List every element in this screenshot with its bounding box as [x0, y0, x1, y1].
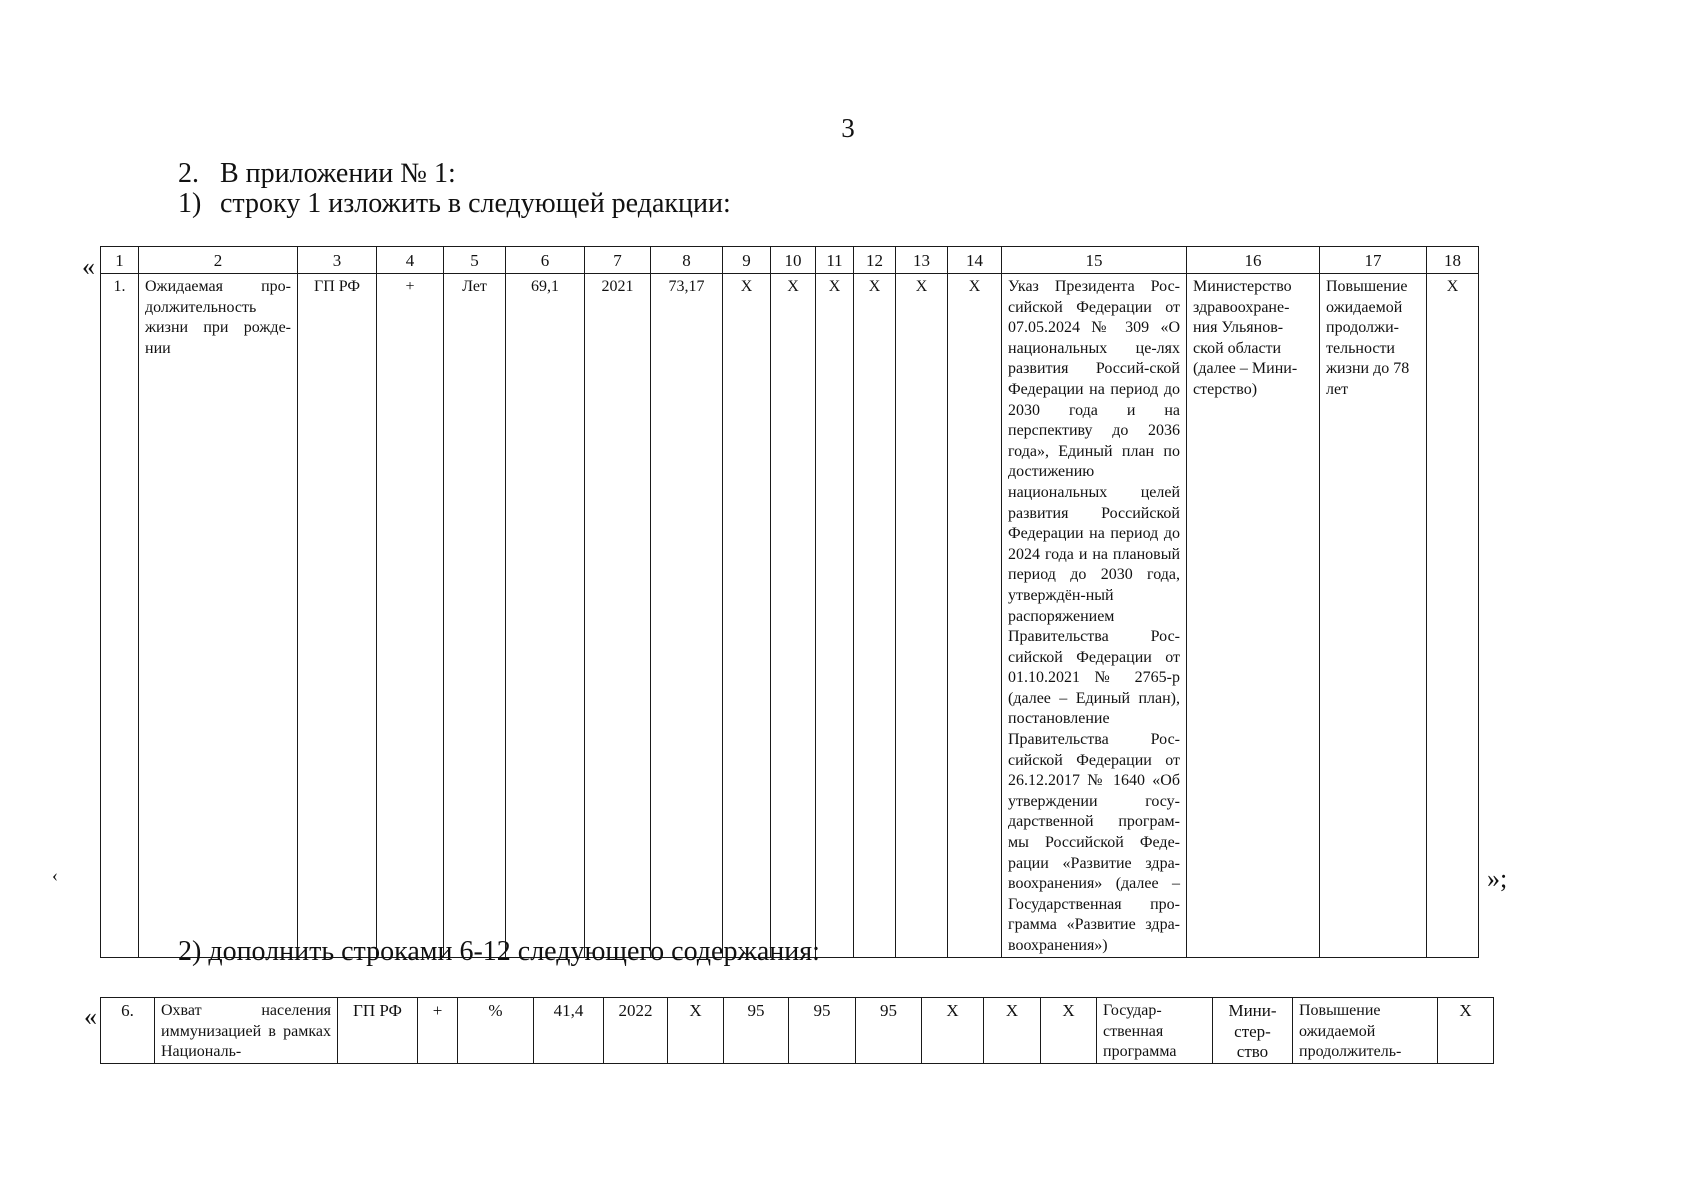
column-number: 8 — [651, 247, 723, 274]
section-line-2 — [178, 188, 731, 220]
stray-mark: ‹ — [52, 865, 58, 885]
value-cell: Х — [1041, 998, 1097, 1064]
indicator-name-cell: Ожидаемая про-должительность жизни при рожде-нии — [139, 274, 298, 958]
subtitle: 2) дополнить строками 6-12 следующего содержания: — [178, 936, 820, 967]
section-line-1-number: 2. — [178, 158, 199, 189]
column-number: 6 — [506, 247, 585, 274]
column-number: 7 — [585, 247, 651, 274]
column-number: 15 — [1002, 247, 1187, 274]
responsible-body-cell: Мини-стер-ство — [1213, 998, 1293, 1064]
column-number: 1 — [101, 247, 139, 274]
value-cell: Х — [1427, 274, 1479, 958]
column-number: 13 — [896, 247, 948, 274]
value-cell: Х — [771, 274, 816, 958]
base-year-cell: 2021 — [585, 274, 651, 958]
section-line-2-text: строку 1 изложить в следующей редакции: — [220, 188, 731, 219]
value-cell: Х — [723, 274, 771, 958]
value-cell: Х — [984, 998, 1041, 1064]
value-cell: Х — [896, 274, 948, 958]
level-cell: ГП РФ — [338, 998, 418, 1064]
document-basis-cell: Указ Президента Рос-сийской Федерации от 07.05.2024 № 309 «О национальных це-лях развития Россий-ской Федерации на период до 2030 года и на перспективу до 2036 года», Единый план по достижению национальных целей развития Российской Федерации на период до 2024 года и на плановый период до 2030 года, утверждён-ный распоряжением Правительства Рос-сийской Федерации от 01.10.2021 № 2765-р (далее – Единый план), постановление Правительства Рос-сийской Федерации от 26.12.2017 № 1640 «Об утверждении госу-дарственной програм-мы Российской Феде-рации «Развитие здра-воохранения» (далее – Государственная про-грамма «Развитие здра-воохранения») — [1002, 274, 1187, 958]
column-number: 16 — [1187, 247, 1320, 274]
level-cell: ГП РФ — [298, 274, 377, 958]
goal-link-cell: Повышение ожидаемой продолжитель- — [1293, 998, 1438, 1064]
value-cell: Х — [668, 998, 724, 1064]
base-value-cell: 69,1 — [506, 274, 585, 958]
base-value-cell: 41,4 — [534, 998, 604, 1064]
responsible-body-cell: Министерство здравоохране-ния Ульянов-ской области (далее – Мини-стерство) — [1187, 274, 1320, 958]
column-number: 12 — [854, 247, 896, 274]
opening-quote-table1: « — [82, 252, 95, 281]
indicator-name-cell: Охват населения иммунизацией в рамках Националь- — [155, 998, 338, 1064]
section-line-1-text: В приложении № 1: — [220, 158, 456, 189]
goal-link-cell: Повышение ожидаемой продолжи-тельности жизни до 78 лет — [1320, 274, 1427, 958]
value-cell: Х — [854, 274, 896, 958]
indicator-table-row-6 — [100, 997, 1494, 1064]
page-number: 3 — [841, 113, 855, 143]
value-cell: Х — [816, 274, 854, 958]
value-cell: 73,17 — [651, 274, 723, 958]
indicator-table-row-1 — [100, 246, 1479, 958]
value-cell: 95 — [856, 998, 922, 1064]
trend-cell: + — [418, 998, 458, 1064]
value-cell: Х — [1438, 998, 1494, 1064]
closing-quote-table1: »; — [1487, 864, 1508, 893]
unit-cell: % — [458, 998, 534, 1064]
column-number: 4 — [377, 247, 444, 274]
base-year-cell: 2022 — [604, 998, 668, 1064]
row-number-cell: 6. — [101, 998, 155, 1064]
column-number: 2 — [139, 247, 298, 274]
column-number-row — [101, 247, 1479, 274]
row-number-cell: 1. — [101, 274, 139, 958]
trend-cell: + — [377, 274, 444, 958]
section-line-1 — [178, 158, 456, 190]
column-number: 5 — [444, 247, 506, 274]
table-row — [101, 274, 1479, 958]
document-basis-cell: Государ-ственная программа — [1097, 998, 1213, 1064]
table-row — [101, 998, 1494, 1064]
column-number: 11 — [816, 247, 854, 274]
section-line-2-number: 1) — [178, 188, 202, 219]
unit-cell: Лет — [444, 274, 506, 958]
column-number: 14 — [948, 247, 1002, 274]
column-number: 3 — [298, 247, 377, 274]
value-cell: Х — [948, 274, 1002, 958]
opening-quote-table2: « — [84, 1002, 97, 1031]
value-cell: Х — [922, 998, 984, 1064]
column-number: 9 — [723, 247, 771, 274]
value-cell: 95 — [724, 998, 789, 1064]
column-number: 18 — [1427, 247, 1479, 274]
value-cell: 95 — [789, 998, 856, 1064]
column-number: 10 — [771, 247, 816, 274]
column-number: 17 — [1320, 247, 1427, 274]
